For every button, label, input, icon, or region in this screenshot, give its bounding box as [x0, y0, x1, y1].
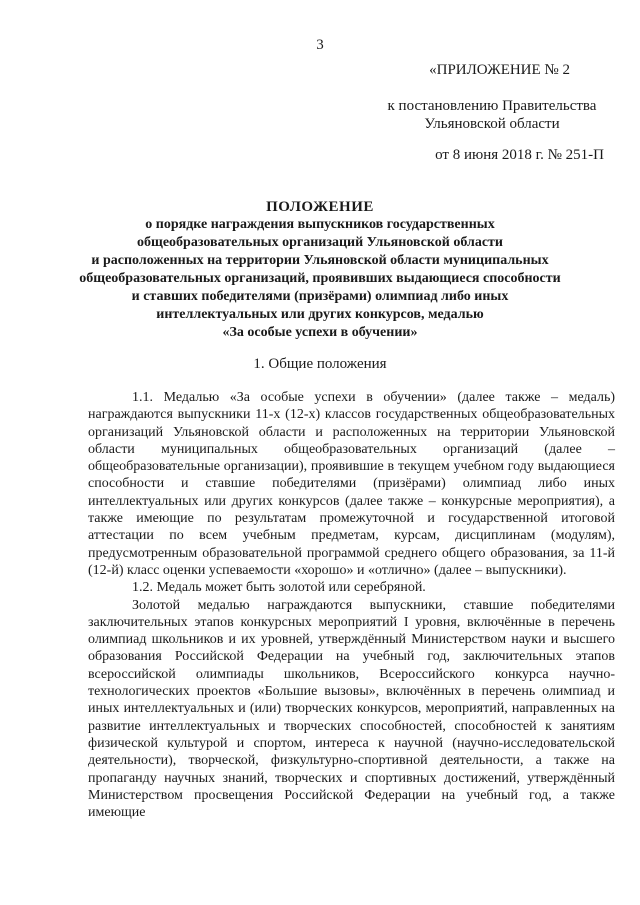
appendix-reference-line2: Ульяновской области — [424, 116, 560, 132]
appendix-reference-line1: к постановлению Правительства — [387, 98, 597, 114]
title-line: и расположенных на территории Ульяновской области муниципальных — [91, 253, 549, 268]
appendix-annex-label: «ПРИЛОЖЕНИЕ № 2 — [429, 62, 570, 78]
title-line: о порядке награждения выпускников государственных — [145, 217, 495, 232]
title-line: общеобразовательных организаций Ульяновской области — [137, 235, 503, 250]
paragraph-gold-medal: Золотой медалью награждаются выпускники, ставшие победителями заключительных этапов конкурсных мероприятий I уровня, включённые в перечень олимпиад школьников и их уровней, утверждённый Министерством науки и высшего образования Российской Федерации на учебный год, заключительных этапов всероссийской олимпиады школьников, Всероссийского конкурса научно-технологических проектов «Большие вызовы», включённых в перечень олимпиад и иных интеллектуальных и (или) творческих конкурсов, мероприятий, направленных на развитие интеллектуальных и творческих способностей, способностей к занятиям физической культурой и спортом, интереса к научной (научно-исследовательской деятельности), творческой, физкультурно-спортивной деятельности, а также на пропаганду научных знаний, творческих и спортивных достижений, утверждённый Министерством просвещения Российской Федерации на учебный год, а также имеющие — [88, 597, 615, 821]
body-text — [88, 389, 615, 821]
paragraph-1-1: 1.1. Медалью «За особые успехи в обучении» (далее также – медаль) награждаются выпускники 11-х (12-х) классов государственных общеобразовательных организаций Ульяновской области и расположенных на территории Ульяновской области муниципальных общеобразовательных организаций (далее – общеобразовательные организации), проявившие в текущем учебном году выдающиеся способности и ставшие победителями (призёрами) олимпиад либо иных интеллектуальных или других конкурсов (далее также – конкурсные мероприятия), а также имеющие по результатам промежуточной и государственной итоговой аттестации по всем учебным предметам, курсам, дисциплинам (модулям), предусмотренным образовательной программой среднего общего образования, за 11-й (12-й) класс оценки успеваемости «хорошо» и «отлично» (далее – выпускники). — [88, 390, 615, 578]
paragraph-1-2: 1.2. Медаль может быть золотой или серебряной. — [132, 580, 426, 596]
title-line: и ставших победителями (призёрами) олимпиад либо иных — [131, 289, 509, 304]
appendix-reference — [372, 97, 612, 133]
document-title — [60, 198, 580, 342]
title-line: «За особые успехи в обучении» — [222, 325, 418, 340]
title-main: ПОЛОЖЕНИЕ — [266, 199, 374, 215]
title-line: интеллектуальных или других конкурсов, медалью — [156, 307, 484, 322]
section-heading: 1. Общие положения — [253, 356, 387, 372]
title-line: общеобразовательных организаций, проявивших выдающиеся способности — [79, 271, 561, 286]
appendix-date-line: от 8 июня 2018 г. № 251-П — [435, 147, 604, 163]
page-number: 3 — [316, 37, 324, 53]
